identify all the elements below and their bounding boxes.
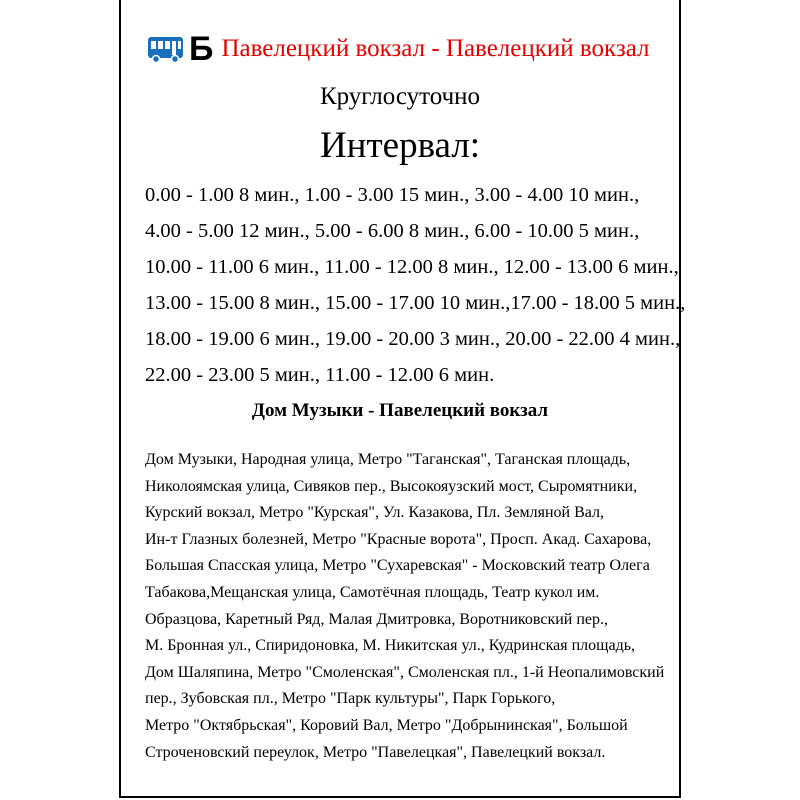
stop-line: пер., Зубовская пл., Метро "Парк культуры", Парк Горького,: [145, 690, 556, 708]
stop-line: Строченовский переулок, Метро "Павелецкая", Павелецкий вокзал.: [145, 743, 606, 761]
interval-line: 4.00 - 5.00 12 мин., 5.00 - 6.00 8 мин., 6.00 - 10.00 5 мин.,: [145, 220, 640, 242]
interval-line: 0.00 - 1.00 8 мин., 1.00 - 3.00 15 мин., 3.00 - 4.00 10 мин.,: [145, 184, 640, 206]
stop-line: Ин-т Глазных болезней, Метро "Красные ворота", Просп. Акад. Сахарова,: [145, 530, 652, 548]
stop-line: Николоямская улица, Сивяков пер., Высокояузский мост, Сыромятники,: [145, 477, 638, 495]
stop-line: Метро "Октябрьская", Коровий Вал, Метро "Добрынинская", Большой: [145, 716, 628, 734]
operating-hours: Круглосуточно: [319, 83, 481, 110]
route-header: [147, 32, 650, 66]
interval-line: 10.00 - 11.00 6 мин., 11.00 - 12.00 8 мин., 12.00 - 13.00 6 мин.,: [145, 256, 679, 278]
route-letter: Б: [189, 30, 214, 68]
interval-line: 13.00 - 15.00 8 мин., 15.00 - 17.00 10 мин.,17.00 - 18.00 5 мин.,: [145, 292, 686, 314]
stops-title: Дом Музыки - Павелецкий вокзал: [251, 400, 549, 421]
interval-title: Интервал:: [319, 125, 481, 166]
stop-line: Курский вокзал, Метро "Курская", Ул. Казакова, Пл. Земляной Вал,: [145, 504, 604, 522]
stop-line: Большая Спасская улица, Метро "Сухаревская" - Московский театр Олега: [145, 557, 650, 575]
interval-list: [145, 177, 686, 393]
interval-line: 22.00 - 23.00 5 мин., 11.00 - 12.00 6 мин.: [145, 364, 495, 386]
route-name: Павелецкий вокзал - Павелецкий вокзал: [221, 35, 650, 62]
route-sign: [119, 0, 686, 798]
bus-icon: [147, 34, 185, 64]
stop-line: Образцова, Каретный Ряд, Малая Дмитровка, Воротниковский пер.,: [145, 610, 608, 628]
stop-line: Дом Шаляпина, Метро "Смоленская", Смоленская пл., 1-й Неопалимовский: [145, 663, 665, 681]
stop-line: Табакова,Мещанская улица, Самотёчная площадь, Театр кукол им.: [145, 583, 600, 601]
stop-line: Дом Музыки, Народная улица, Метро "Таганская", Таганская площадь,: [145, 451, 631, 468]
stop-list: [145, 447, 675, 766]
interval-line: 18.00 - 19.00 6 мин., 19.00 - 20.00 3 мин., 20.00 - 22.00 4 мин.,: [145, 328, 681, 350]
stop-line: М. Бронная ул., Спиридоновка, М. Никитская ул., Кудринская площадь,: [145, 637, 635, 655]
